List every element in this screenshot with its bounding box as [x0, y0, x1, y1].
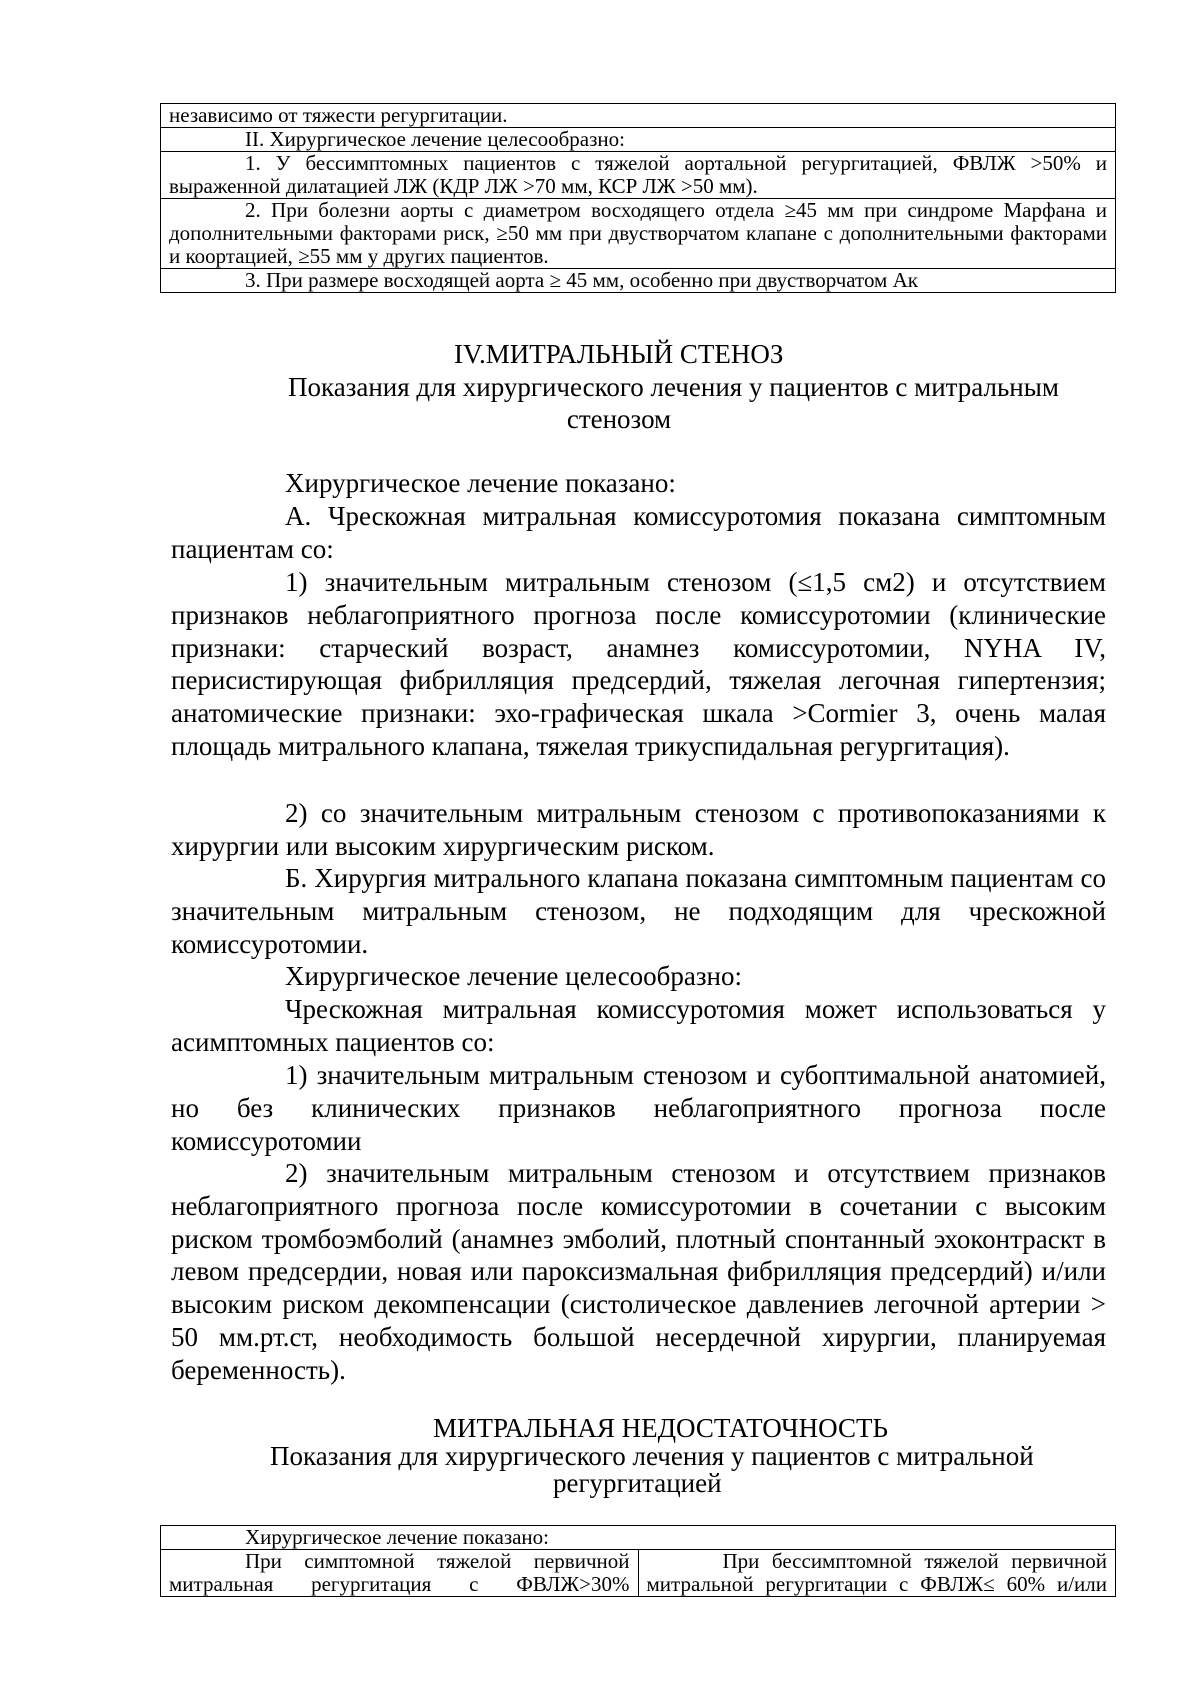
table-row — [161, 1550, 1116, 1597]
table-header-text: Хирургическое лечение показано: — [245, 1525, 550, 1549]
table-row — [161, 128, 1116, 152]
table-cell-text: 1. У бессимптомных пациентов с тяжелой аортальной регургитацией, ФВЛЖ >50% и выраженной дилатацией ЛЖ (КДР ЛЖ >70 мм, КСР ЛЖ >50 мм). — [169, 151, 1107, 198]
section-subtitle-line2: стенозом — [566, 404, 672, 434]
table-cell — [161, 152, 1116, 199]
paragraph: Б. Хирургия митрального клапана показана симптомным пациентам со значительным митральным стенозом, не подходящим для чрескожной комиссуротомии. — [171, 863, 1106, 959]
table-cell — [161, 128, 1116, 152]
paragraph: 2) значительным митральным стенозом и отсутствием признаков неблагоприятного прогноза после комиссуротомии в сочетании с высоким риском тромбоэмболий (анамнез эмболий, плотный спонтанный эхоконтраскт в левом предсердии, новая или пароксизмальная фибрилляция предсердий) и/или высоким риском декомпенсации (систолическое давлениев легочной артерии > 50 мм.рт.ст, необходимость большой несердечной хирургии, планируемая беременность). — [171, 1158, 1106, 1385]
table-cell-text: 3. При размере восходящей аорта ≥ 45 мм, особенно при двустворчатом Ак — [245, 268, 918, 292]
paragraph: 1) значительным митральным стенозом (≤1,5 см2) и отсутствием признаков неблагоприятного прогноза после комиссуротомии (клинические признаки: старческий возраст, анамнез комиссуротомии, NYHA IV, перисистирующая фибрилляция предсердий, тяжелая легочная гипертензия; анатомические признаки: эхо-графическая шкала >Cormier 3, очень малая площадь митрального клапана, тяжелая трикуспидальная регургитация). — [171, 567, 1106, 761]
table-row — [161, 152, 1116, 199]
table-cell: независимо от тяжести регургитации. — [161, 104, 1116, 128]
table-cell — [161, 1550, 639, 1597]
section-subtitle-line2: регургитацией — [553, 1468, 722, 1498]
paragraph: А. Чрескожная митральная комиссуротомия показана симптомным пациентам со: — [171, 501, 1106, 564]
table-row — [161, 104, 1116, 128]
table-cell — [638, 1550, 1116, 1597]
section-title-mitral-regurgitation: МИТРАЛЬНАЯ НЕДОСТАТОЧНОСТЬ — [433, 1413, 888, 1443]
paragraph: Чрескожная митральная комиссуротомия может использоваться у асимптомных пациентов со: — [171, 994, 1106, 1057]
table-cell-text: При симптомной тяжелой первичной митральная регургитация с ФВЛЖ>30% — [169, 1549, 630, 1596]
table-cell — [161, 199, 1116, 269]
paragraph: Хирургическое лечение показано: — [285, 468, 676, 498]
section-subtitle-line1: Показания для хирургического лечения у пациентов с митральной — [270, 1441, 1034, 1471]
mitral-regurgitation-table — [160, 1525, 1116, 1597]
table-row — [161, 1526, 1116, 1550]
aortic-regurgitation-table — [160, 103, 1116, 293]
table-cell-text: 2. При болезни аорты с диаметром восходящего отдела ≥45 мм при синдроме Марфана и дополнительными факторами риск, ≥50 мм при двустворчатом клапане с дополнительными факторами и коортацией, ≥55 мм у других пациентов. — [169, 198, 1107, 268]
table-cell-text: При бессимптомной тяжелой первичной митральной регургитации с ФВЛЖ≤ 60% и/или — [646, 1549, 1107, 1596]
paragraph: Хирургическое лечение целесообразно: — [285, 961, 743, 991]
table-row — [161, 199, 1116, 269]
table-cell-text: II. Хирургическое лечение целесообразно: — [245, 127, 625, 151]
paragraph: 1) значительным митральным стенозом и субоптимальной анатомией, но без клинических признаков неблагоприятного прогноза после комиссуротомии — [171, 1060, 1106, 1156]
table-cell — [161, 1526, 1116, 1550]
table-cell — [161, 269, 1116, 293]
section-subtitle-line1: Показания для хирургического лечения у пациентов с митральным — [288, 372, 1059, 402]
table-row — [161, 269, 1116, 293]
section-title-mitral-stenosis: IV.МИТРАЛЬНЫЙ СТЕНОЗ — [454, 339, 784, 369]
paragraph: 2) со значительным митральным стенозом с противопоказаниями к хирургии или высоким хирургическим риском. — [171, 798, 1106, 861]
